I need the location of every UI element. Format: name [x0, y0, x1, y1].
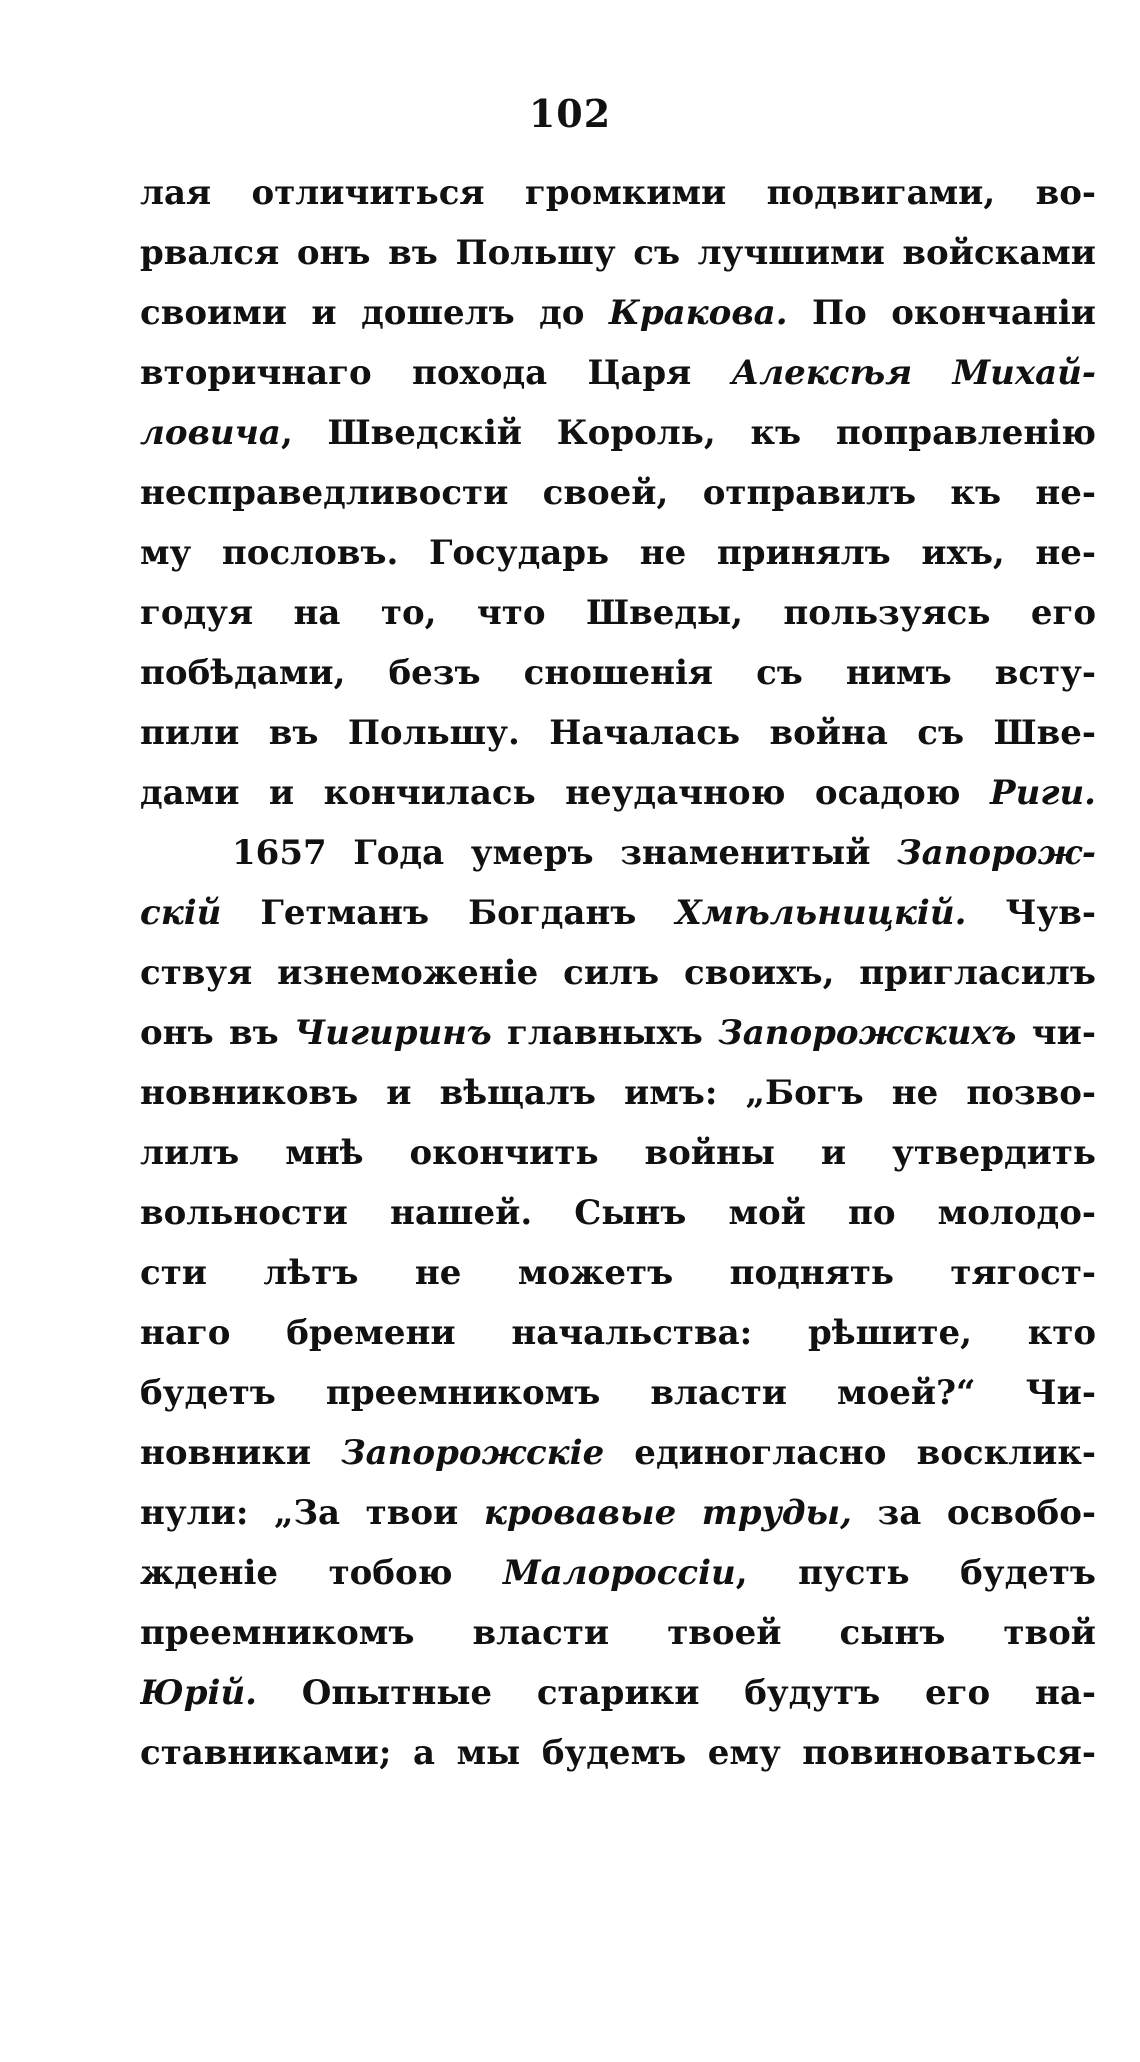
text-run: рвался онъ въ Польшу съ лучшими войсками: [140, 233, 1096, 273]
text-run: годуя на то, что Шведы, пользуясь его: [140, 593, 1096, 633]
text-line: [140, 1243, 1096, 1303]
italic-text: Малороссіи: [503, 1553, 736, 1593]
italic-text: Риги.: [990, 773, 1096, 813]
text-run: новники: [140, 1433, 342, 1473]
text-line: [140, 943, 1096, 1003]
text-line: [140, 1603, 1096, 1663]
italic-text: скій: [140, 893, 222, 933]
italic-text: Кракова.: [608, 293, 788, 333]
text-line: [140, 883, 1096, 943]
italic-text: кровавые труды,: [483, 1493, 852, 1533]
text-line: [140, 343, 1096, 403]
text-line: [140, 403, 1096, 463]
text-run: чи-: [1016, 1013, 1096, 1053]
italic-text: Алексѣя Михай-: [731, 353, 1096, 393]
italic-text: Запорожскіе: [341, 1433, 605, 1473]
text-run: несправедливости своей, отправилъ къ не-: [140, 473, 1096, 513]
text-run: будетъ преемникомъ власти моей?“ Чи-: [140, 1373, 1096, 1413]
italic-text: Запорожскихъ: [718, 1013, 1017, 1053]
text-line: [140, 1483, 1096, 1543]
text-line: [140, 1123, 1096, 1183]
text-line: [140, 1183, 1096, 1243]
text-run: Чув-: [966, 893, 1096, 933]
italic-text: Запорож-: [897, 833, 1096, 873]
italic-text: Хмѣльницкій.: [675, 893, 967, 933]
text-run: , пусть будетъ: [735, 1553, 1096, 1593]
text-run: лая отличиться громкими подвигами, во-: [140, 173, 1096, 213]
text-run: сти лѣтъ не можетъ поднять тягост-: [140, 1253, 1096, 1293]
text-run: вторичнаго похода Царя: [140, 353, 732, 393]
text-run: Опытные старики будутъ его на-: [257, 1673, 1096, 1713]
text-line: [140, 283, 1096, 343]
text-run: , Шведскій Король, къ поправленію: [280, 413, 1096, 453]
text-run: вольности нашей. Сынъ мой по молодо-: [140, 1193, 1096, 1233]
italic-text: Юрій.: [140, 1673, 258, 1713]
text-line: [140, 1663, 1096, 1723]
text-line: [140, 523, 1096, 583]
body-text: [140, 163, 1096, 1783]
text-run: пили въ Польшу. Началась война съ Шве-: [140, 713, 1096, 753]
text-run: преемникомъ власти твоей сынъ твой: [140, 1613, 1096, 1653]
text-line: [140, 763, 1096, 823]
italic-text: Чигиринъ: [294, 1013, 492, 1053]
text-run: ствуя изнеможеніе силъ своихъ, пригласилъ: [140, 953, 1096, 993]
text-line: [140, 703, 1096, 763]
text-line: [140, 1063, 1096, 1123]
text-run: лилъ мнѣ окончить войны и утвердить: [140, 1133, 1096, 1173]
text-line: [140, 1423, 1096, 1483]
italic-text: ловича: [140, 413, 281, 453]
text-run: Гетманъ Богданъ: [221, 893, 676, 933]
text-run: ставниками; а мы будемъ ему повиноваться-: [140, 1733, 1096, 1773]
text-line: [140, 1303, 1096, 1363]
text-run: жденіе тобою: [140, 1553, 504, 1593]
text-run: дами и кончилась неудачною осадою: [140, 773, 991, 813]
text-run: новниковъ и вѣщалъ имъ: „Богъ не позво-: [140, 1073, 1096, 1113]
text-line: [140, 1363, 1096, 1423]
text-run: онъ въ: [140, 1013, 295, 1053]
text-line: [140, 163, 1096, 223]
text-line: [140, 1543, 1096, 1603]
text-run: своими и дошелъ до: [140, 293, 609, 333]
text-line: [140, 463, 1096, 523]
text-run: нули: „За твои: [140, 1493, 484, 1533]
text-run: за освобо-: [851, 1493, 1096, 1533]
text-line: [140, 223, 1096, 283]
text-line: [140, 1723, 1096, 1783]
text-line: [140, 823, 1096, 883]
text-line: [140, 643, 1096, 703]
text-run: побѣдами, безъ сношенія съ нимъ всту-: [140, 653, 1096, 693]
text-run: единогласно восклик-: [604, 1433, 1096, 1473]
text-run: му пословъ. Государь не принялъ ихъ, не-: [140, 533, 1096, 573]
text-line: [140, 583, 1096, 643]
text-run: 1657 Года умеръ знаменитый: [232, 833, 898, 873]
page-number: 102: [528, 91, 612, 136]
text-run: наго бремени начальства: рѣшите, кто: [140, 1313, 1096, 1353]
text-line: [140, 1003, 1096, 1063]
text-run: По окончаніи: [787, 293, 1096, 333]
text-run: главныхъ: [491, 1013, 719, 1053]
